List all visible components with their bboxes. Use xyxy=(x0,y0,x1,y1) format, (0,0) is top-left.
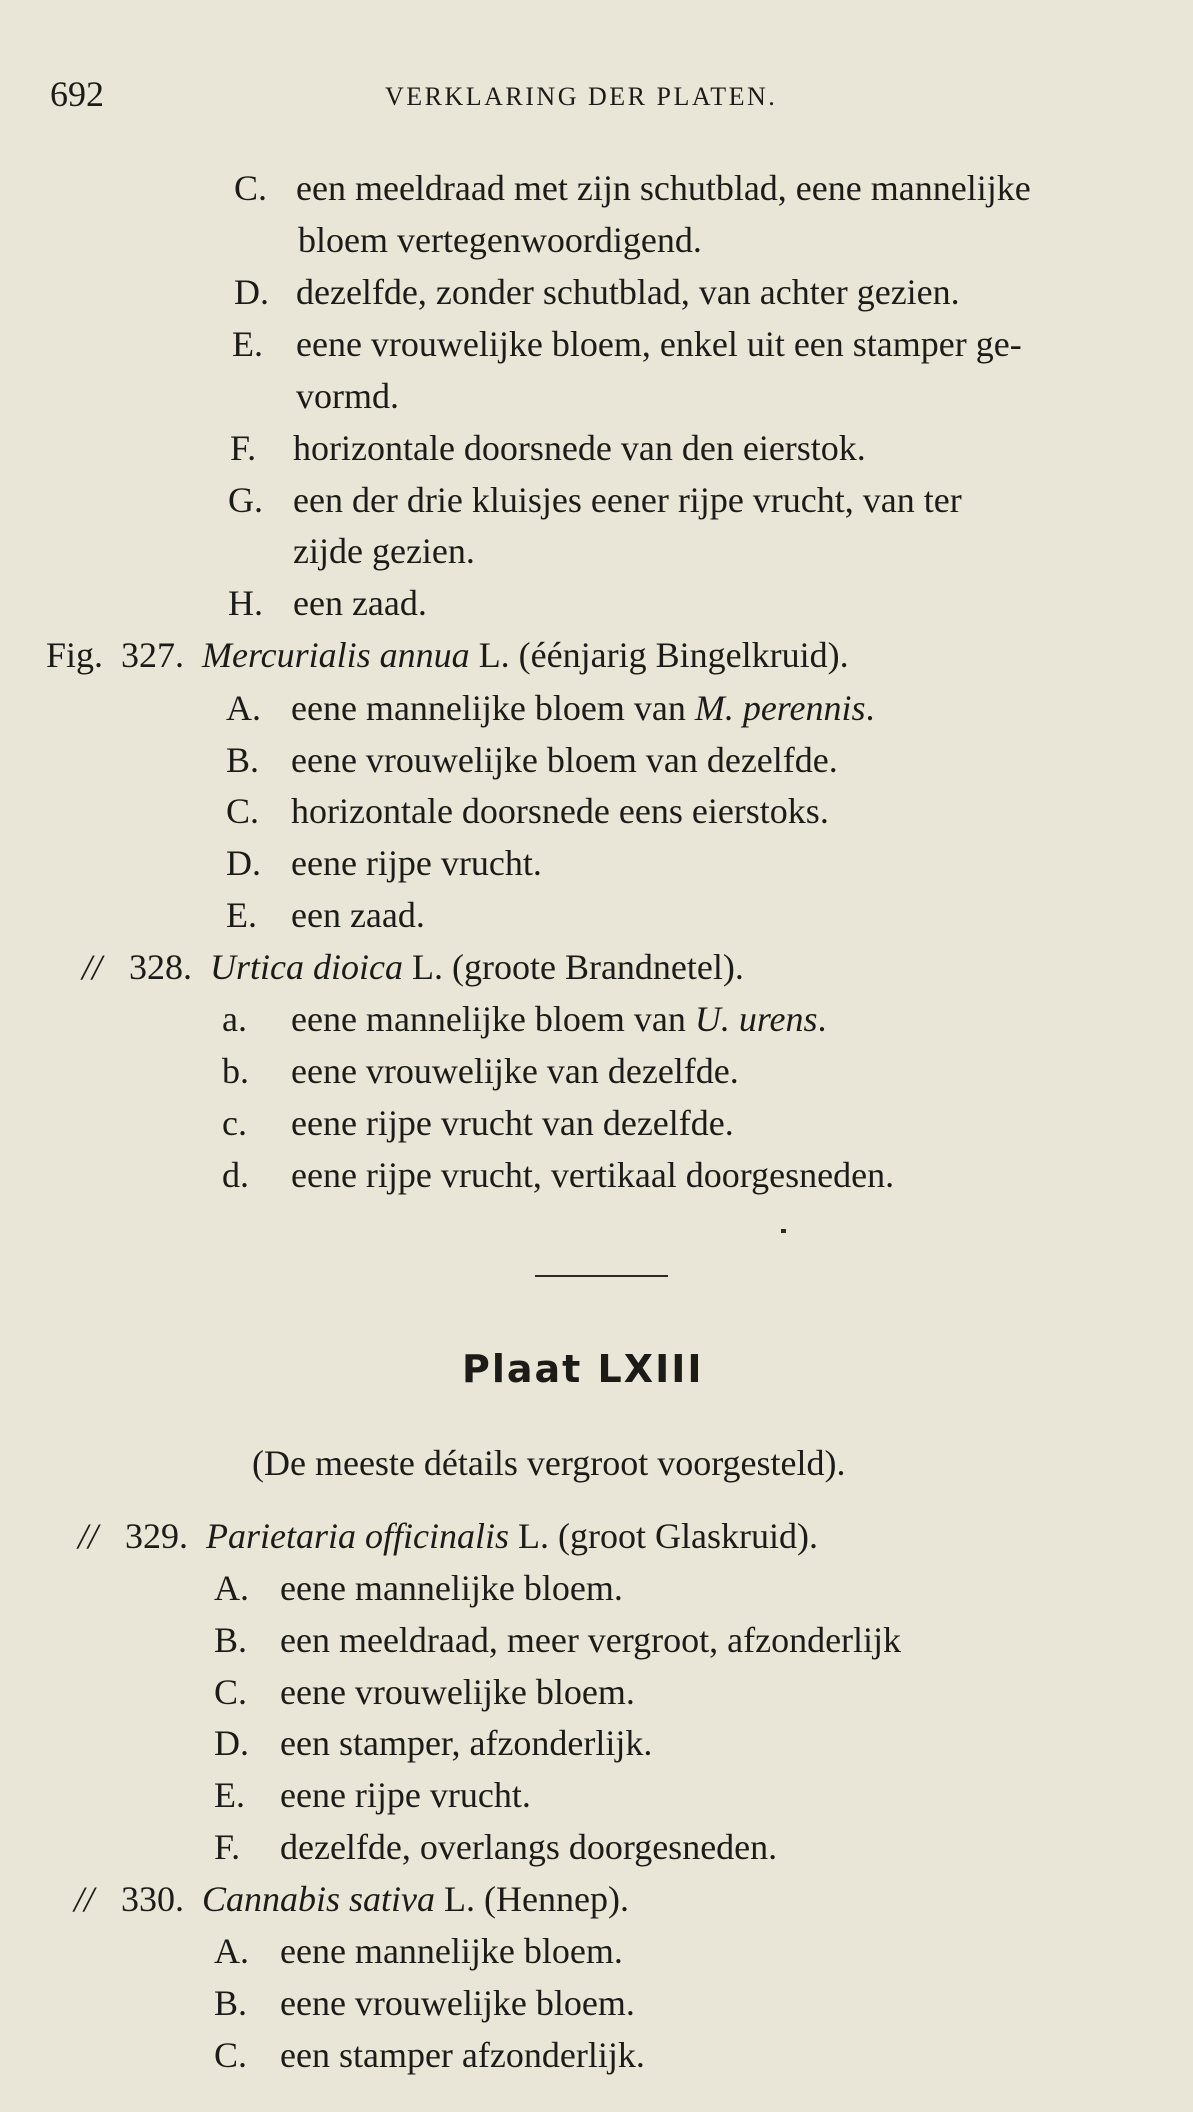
item-letter: A. xyxy=(226,688,261,728)
item-letter: D. xyxy=(234,272,269,312)
fig-prefix: Fig. xyxy=(46,635,104,675)
item-text: dezelfde, zonder schutblad, van achter gezien. xyxy=(296,272,960,312)
item-text: eene mannelijke bloem van M. perennis. xyxy=(291,688,875,728)
item-text: eene vrouwelijke bloem. xyxy=(280,1672,635,1712)
species-name: Cannabis sativa xyxy=(202,1879,436,1919)
item-letter: C. xyxy=(226,791,260,831)
item-letter: F. xyxy=(214,1827,241,1867)
item-letter: E. xyxy=(226,895,257,935)
species-rest: L. (groote Brandnetel). xyxy=(412,947,744,987)
item-text: eene vrouwelijke bloem van dezelfde. xyxy=(291,740,838,780)
figure-heading-327 xyxy=(46,637,849,673)
item-text: bloem vertegenwoordigend. xyxy=(298,220,702,260)
item-text: een zaad. xyxy=(293,583,427,623)
item-text: horizontale doorsnede eens eierstoks. xyxy=(291,791,829,831)
item-text: eene mannelijke bloem van U. urens. xyxy=(291,999,827,1039)
item-text: eene vrouwelijke bloem, enkel uit een stamper ge- xyxy=(296,324,1022,364)
item-text: een zaad. xyxy=(291,895,425,935)
plate-title: Plaat LXIII xyxy=(462,1347,704,1391)
running-title: VERKLARING DER PLATEN. xyxy=(385,82,778,111)
ditto-mark: // xyxy=(82,947,103,987)
item-text: een der drie kluisjes eener rijpe vrucht, van ter xyxy=(293,480,962,520)
figure-heading-328 xyxy=(82,949,744,985)
item-text: eene vrouwelijke bloem. xyxy=(280,1983,635,2023)
species-name: Mercurialis annua xyxy=(202,635,470,675)
item-letter: C. xyxy=(214,1672,248,1712)
plate-subtitle: (De meeste détails vergroot voorgesteld). xyxy=(252,1443,846,1483)
item-letter: C. xyxy=(234,168,268,208)
item-letter: b. xyxy=(222,1051,249,1091)
item-letter: c. xyxy=(222,1103,247,1143)
fig-number: 327. xyxy=(121,635,185,675)
item-text: een meeldraad, meer vergroot, afzonderlijk xyxy=(280,1620,902,1660)
item-letter: H. xyxy=(228,583,263,623)
item-letter: E. xyxy=(214,1775,245,1815)
item-letter: B. xyxy=(226,740,260,780)
item-text: eene mannelijke bloem. xyxy=(280,1931,623,1971)
item-letter: C. xyxy=(214,2035,248,2075)
item-text: een stamper afzonderlijk. xyxy=(280,2035,645,2075)
item-text: eene mannelijke bloem. xyxy=(280,1568,623,1608)
species-rest: L. (éénjarig Bingelkruid). xyxy=(478,635,849,675)
stray-dot xyxy=(781,1229,786,1233)
species-rest: L. (groot Glaskruid). xyxy=(518,1516,818,1556)
figure-heading-329 xyxy=(78,1518,818,1554)
item-letter: D. xyxy=(226,843,261,883)
species-name: Urtica dioica xyxy=(210,947,403,987)
fig-number: 330. xyxy=(121,1879,185,1919)
item-text: een stamper, afzonderlijk. xyxy=(280,1723,653,1763)
item-letter: D. xyxy=(214,1723,249,1763)
ditto-mark: // xyxy=(74,1879,95,1919)
item-letter: B. xyxy=(214,1983,248,2023)
item-letter: E. xyxy=(232,324,263,364)
fig-number: 328. xyxy=(129,947,193,987)
item-letter: d. xyxy=(222,1155,249,1195)
section-divider xyxy=(535,1275,668,1277)
item-text: eene rijpe vrucht. xyxy=(280,1775,531,1815)
species-name: Parietaria officinalis xyxy=(206,1516,510,1556)
ditto-mark: // xyxy=(78,1516,99,1556)
item-letter: F. xyxy=(230,428,257,468)
figure-heading-330 xyxy=(74,1881,629,1917)
item-text: eene rijpe vrucht, vertikaal doorgesneden. xyxy=(291,1155,895,1195)
item-text: eene vrouwelijke van dezelfde. xyxy=(291,1051,739,1091)
item-text: eene rijpe vrucht van dezelfde. xyxy=(291,1103,734,1143)
species-rest: L. (Hennep). xyxy=(444,1879,629,1919)
fig-number: 329. xyxy=(125,1516,189,1556)
item-text: zijde gezien. xyxy=(293,531,475,571)
item-letter: a. xyxy=(222,999,247,1039)
item-text: een meeldraad met zijn schutblad, eene mannelijke xyxy=(296,168,1031,208)
page-number: 692 xyxy=(50,74,104,114)
item-letter: A. xyxy=(214,1568,249,1608)
item-text: vormd. xyxy=(296,376,399,416)
item-text: eene rijpe vrucht. xyxy=(291,843,542,883)
item-letter: B. xyxy=(214,1620,248,1660)
item-text: horizontale doorsnede van den eierstok. xyxy=(293,428,866,468)
item-letter: A. xyxy=(214,1931,249,1971)
item-letter: G. xyxy=(228,480,263,520)
item-text: dezelfde, overlangs doorgesneden. xyxy=(280,1827,778,1867)
